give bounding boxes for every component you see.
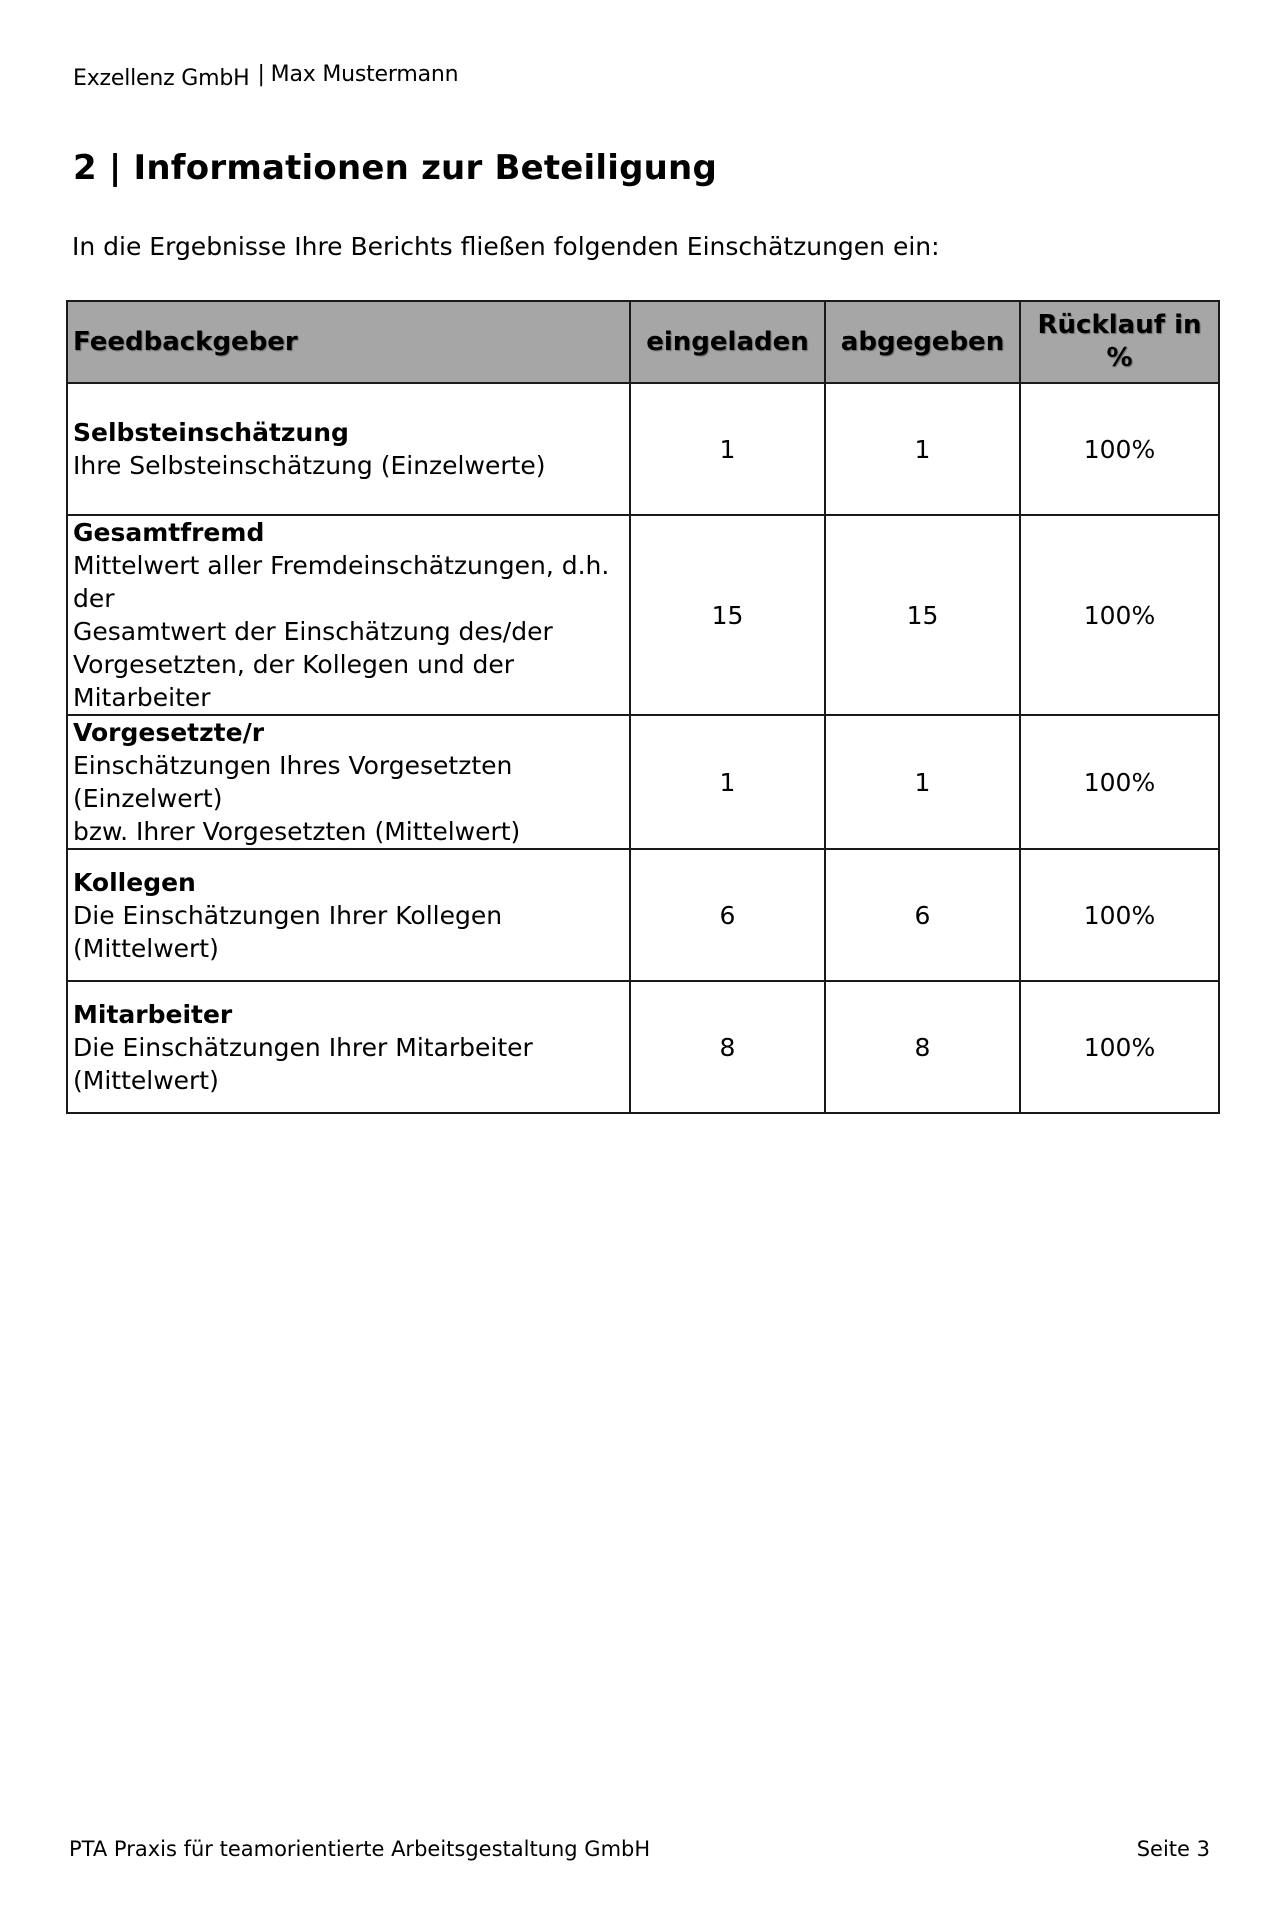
row-title: Kollegen [73, 867, 196, 897]
invited-cell: 15 [630, 515, 825, 715]
invited-cell: 1 [630, 383, 825, 515]
row-description: Ihre Selbsteinschätzung (Einzelwerte) [73, 451, 546, 480]
table-row [67, 715, 1219, 849]
participation-table [66, 300, 1220, 1114]
table-row [67, 981, 1219, 1113]
header-eingeladen: eingeladen [630, 301, 825, 383]
footer-organization: PTA Praxis für teamorientierte Arbeitsgestaltung GmbH [69, 1837, 651, 1861]
row-description: Die Einschätzungen Ihrer Mitarbeiter (Mittelwert) [73, 1032, 533, 1095]
header-ruecklauf: Rücklauf in % [1020, 301, 1219, 383]
document-header [73, 62, 459, 91]
row-title: Selbsteinschätzung [73, 418, 349, 447]
submitted-cell: 8 [825, 981, 1020, 1113]
rate-cell: 100% [1020, 981, 1219, 1113]
row-title: Gesamtfremd [73, 518, 265, 547]
row-description: Die Einschätzungen Ihrer Kollegen (Mittelwert) [73, 900, 503, 963]
invited-cell: 6 [630, 849, 825, 981]
feedbackgeber-cell [67, 383, 630, 515]
row-description: Mittelwert aller Fremdeinschätzungen, d.h. der Gesamtwert der Einschätzung des/der Vorgesetzten, der Kollegen und der Mitarbeiter [73, 551, 610, 712]
table-row [67, 515, 1219, 715]
rate-cell: 100% [1020, 715, 1219, 849]
section-title: 2 | Informationen zur Beteiligung [73, 148, 718, 188]
feedbackgeber-cell [67, 515, 630, 715]
footer-page-number: Seite 3 [1136, 1837, 1210, 1861]
submitted-cell: 1 [825, 715, 1020, 849]
table-header-row [67, 301, 1219, 383]
submitted-cell: 6 [825, 849, 1020, 981]
row-description: Einschätzungen Ihres Vorgesetzten (Einzelwert) bzw. Ihrer Vorgesetzten (Mittelwert) [73, 751, 521, 846]
row-title: Mitarbeiter [73, 999, 233, 1029]
rate-cell: 100% [1020, 515, 1219, 715]
invited-cell: 8 [630, 981, 825, 1113]
rate-cell: 100% [1020, 849, 1219, 981]
submitted-cell: 1 [825, 383, 1020, 515]
header-person: Max Mustermann [270, 62, 459, 87]
table-row [67, 849, 1219, 981]
header-abgegeben: abgegeben [825, 301, 1020, 383]
row-title: Vorgesetzte/r [73, 718, 265, 747]
submitted-cell: 15 [825, 515, 1020, 715]
header-feedbackgeber: Feedbackgeber [67, 301, 630, 383]
invited-cell: 1 [630, 715, 825, 849]
section-intro: In die Ergebnisse Ihre Berichts fließen folgenden Einschätzungen ein: [72, 232, 940, 261]
header-company: Exzellenz GmbH [73, 66, 250, 91]
feedbackgeber-cell [67, 849, 630, 981]
header-separator: | [257, 62, 265, 87]
feedbackgeber-cell [67, 715, 630, 849]
feedbackgeber-cell [67, 981, 630, 1113]
table-row [67, 383, 1219, 515]
rate-cell: 100% [1020, 383, 1219, 515]
